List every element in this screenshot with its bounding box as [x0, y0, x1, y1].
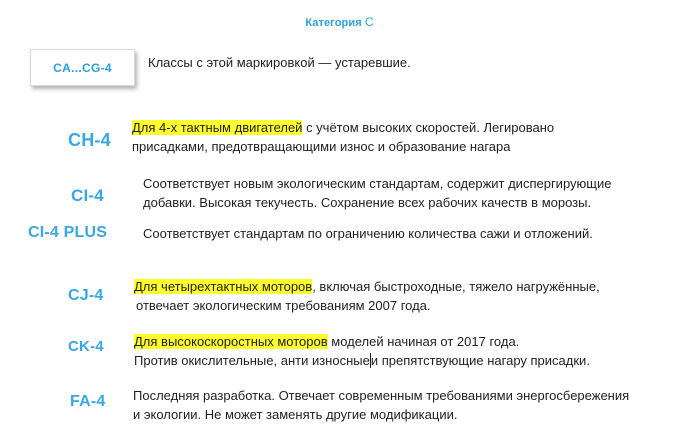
- plain-text: и препятствующие нагару присадки.: [370, 353, 590, 368]
- code-badge-ca-cg-4: [30, 49, 135, 86]
- page-title-letter: С: [364, 15, 374, 29]
- description-line: Соответствует стандартам по ограничению количества сажи и отложений.: [143, 226, 593, 241]
- highlight-text: Для высокоскоростных моторов: [134, 334, 328, 349]
- description-line: Соответствует новым экологическим стандартам, содержит диспергирующие: [143, 176, 612, 191]
- plain-text: , включая быстроходные, тяжело нагружённые,: [312, 279, 600, 294]
- description-line: отвечает экологическим требованиям 2007 года.: [136, 298, 431, 313]
- page-title: [0, 15, 679, 29]
- highlight-text: Для 4-х тактным двигателей: [132, 120, 303, 135]
- code-label-ch-4: CH-4: [68, 130, 111, 150]
- description-line: Классы с этой маркировкой — устаревшие.: [148, 55, 411, 70]
- code-label-cj-4: CJ-4: [68, 287, 104, 304]
- description-fa-4: [133, 386, 629, 424]
- plain-text: с учётом высоких скоростей. Легировано: [302, 120, 555, 135]
- highlight-text: Для четырехтактных моторов: [134, 279, 313, 294]
- description-line: добавки. Высокая текучесть. Сохранение всех рабочих качеств в морозы.: [143, 195, 592, 210]
- page-title-text: Категория: [305, 17, 365, 29]
- description-line: [132, 118, 554, 137]
- description-cj-4: [134, 277, 600, 315]
- plain-text: Против окислительные, анти износные: [134, 353, 370, 368]
- description-line: [134, 332, 590, 351]
- description-ck-4: [134, 332, 590, 370]
- description-line: и экологии. Не может заменять другие модификации.: [133, 407, 458, 422]
- code-label-ci-4-plus: CI-4 PLUS: [28, 224, 108, 241]
- description-line: Последняя разработка. Отвечает современным требованиями энергосбережения: [133, 388, 630, 403]
- description-ci-4-plus: [143, 224, 593, 243]
- description-ci-4: [143, 174, 611, 212]
- code-label-ck-4: CK-4: [68, 338, 104, 355]
- description-ch-4: [132, 118, 554, 156]
- description-line: [134, 277, 600, 296]
- description-ca-cg-4: [148, 53, 411, 72]
- code-label-ci-4: CI-4: [71, 186, 104, 205]
- description-line: [134, 351, 590, 370]
- description-line: присадками, предотвращающими износ и образование нагара: [132, 139, 511, 154]
- code-label-fa-4: FA-4: [70, 393, 106, 410]
- code-label-ca-cg-4: CA...CG-4: [53, 60, 112, 75]
- plain-text: моделей начиная от 2017 года.: [327, 334, 520, 349]
